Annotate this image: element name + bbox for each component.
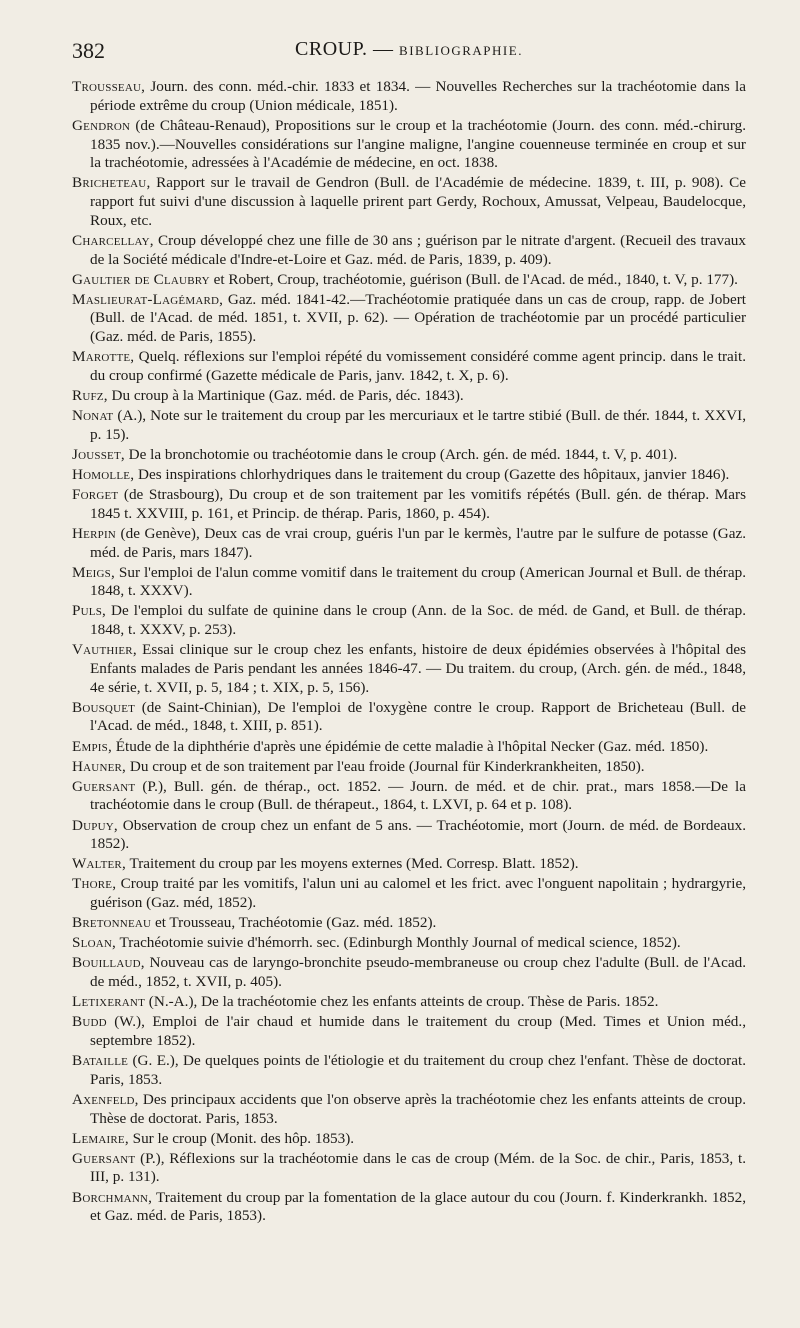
entry-text: Croup traité par les vomitifs, l'alun uni au calomel et les frict. avec l'onguent napolitain ; hydrargyrie, guérison (Gaz. méd, 1852).: [90, 875, 746, 912]
bibliography-entry: [72, 778, 746, 815]
entry-author: Nonat: [72, 407, 114, 425]
bibliography-entry: [72, 855, 746, 874]
bibliography-entry: [72, 525, 746, 562]
entry-text: Des inspirations chlorhydriques dans le traitement du croup (Gazette des hôpitaux, janvier 1846).: [134, 465, 730, 483]
entry-text: Journ. des conn. méd.-chir. 1833 et 1834. — Nouvelles Recherches sur la trachéotomie dans la période extrême du croup (Union médicale, 1851).: [90, 78, 746, 114]
entry-author: Bouillaud,: [72, 954, 145, 972]
bibliography-entry: [72, 602, 746, 639]
entry-text: Essai clinique sur le croup chez les enfants, histoire de deux épidémies observées à l'hôpital des Enfants malades de Paris pendant les années 1846-47. — Du traitem. du croup, (Arch. gén. de méd., 1848, 4e série, t. XVII, p. 5, 184 ; t. XIX, p. 5, 156).: [90, 641, 746, 696]
entry-author: Gendron: [72, 116, 131, 134]
bibliography-entry: [72, 641, 746, 697]
bibliography-entry: [72, 271, 746, 290]
entry-author: Meigs,: [72, 563, 115, 581]
bibliography-entry: [72, 738, 746, 757]
bibliography-entry: [72, 1130, 746, 1149]
entry-author: Walter,: [72, 855, 126, 873]
entry-author: Borchmann,: [72, 1188, 153, 1206]
entry-author: Marotte,: [72, 348, 135, 366]
bibliography-entry: [72, 564, 746, 601]
entry-text: (G. E.), De quelques points de l'étiologie et du traitement du croup chez l'enfant. Thèse de doctorat. Paris, 1853.: [90, 1052, 746, 1088]
bibliography-entry: [72, 466, 746, 485]
entry-text: De l'emploi du sulfate de quinine dans le croup (Ann. de la Soc. de méd. de Gand, et Bull. de thérap. 1848, t. XXXV, p. 253).: [90, 602, 746, 639]
entry-author: Guersant: [72, 1149, 136, 1167]
bibliography-entry: [72, 758, 746, 777]
entry-text: (A.), Note sur le traitement du croup par les mercuriaux et le tartre stibié (Bull. de thér. 1844, t. XXVI, p. 15).: [90, 407, 746, 443]
entry-author: Empis,: [72, 737, 112, 755]
bibliography-entry: [72, 699, 746, 736]
bibliography-entry: [72, 446, 746, 465]
bibliography-entry: [72, 875, 746, 912]
entry-text: Du croup à la Martinique (Gaz. méd. de Paris, déc. 1843).: [107, 386, 464, 404]
entry-author: Trousseau,: [72, 78, 146, 95]
entry-text: (P.), Réflexions sur la trachéotomie dans le cas de croup (Mém. de la Soc. de chir., Paris, 1853, t. III, p. 131).: [90, 1149, 746, 1186]
entry-author: Hauner,: [72, 757, 127, 775]
entry-text: Sur l'emploi de l'alun comme vomitif dans le traitement du croup (American Journal et Bull. de thérap. 1848, t. XXXV).: [90, 563, 746, 600]
entry-text: Traitement du croup par la fomentation de la glace autour du cou (Journ. f. Kinderkrankh. 1852, et Gaz. méd. de Paris, 1853).: [90, 1188, 746, 1225]
entry-text: Gaz. méd. 1841-42.—Trachéotomie pratiquée dans un cas de croup, rapp. de Jobert (Bull. de l'Acad. de méd. 1851, t. XVII, p. 62). — Opération de trachéotomie par un procédé particulier (Gaz. méd. de Paris, 1855).: [90, 290, 746, 346]
section-title: CROUP.: [295, 38, 368, 60]
entry-author: Vauthier,: [72, 641, 137, 659]
entry-author: Bousquet: [72, 698, 136, 716]
entry-author: Lemaire,: [72, 1129, 129, 1147]
entry-text: Du croup et de son traitement par l'eau froide (Journal für Kinderkrankheiten, 1850).: [126, 757, 645, 775]
bibliography-entry: [72, 1013, 746, 1050]
bibliography-entry: [72, 232, 746, 269]
entry-text: Sur le croup (Monit. des hôp. 1853).: [128, 1129, 355, 1147]
bibliography-list: [72, 78, 746, 1226]
bibliography-entry: [72, 934, 746, 953]
entry-text: (P.), Bull. gén. de thérap., oct. 1852. — Journ. de méd. et de chir. prat., mars 1858.—De la trachéotomie dans le croup (Bull. de thérapeut., 1864, t. LXVI, p. 64 et p. 108).: [90, 777, 746, 814]
bibliography-entry: [72, 1052, 746, 1089]
entry-text: (de Strasbourg), Du croup et de son traitement par les vomitifs répétés (Bull. gén. de thérap. Mars 1845 t. XXVIII, p. 161, et Princip. de thérap. Paris, 1860, p. 454).: [90, 486, 746, 522]
entry-text: Étude de la diphthérie d'après une épidémie de cette maladie à l'hôpital Necker (Gaz. méd. 1850).: [111, 737, 709, 755]
entry-author: Jousset,: [72, 445, 125, 463]
running-header: [72, 38, 746, 72]
running-title: [295, 38, 523, 61]
bibliography-entry: [72, 1189, 746, 1226]
entry-author: Herpin: [72, 524, 116, 542]
page-number: 382: [72, 38, 105, 63]
section-subtitle: BIBLIOGRAPHIE.: [399, 43, 523, 58]
entry-text: (de Saint-Chinian), De l'emploi de l'oxygène contre le croup. Rapport de Bricheteau (Bull. de l'Acad. de méd., 1848, t. XIII, p. 851).: [90, 698, 746, 735]
entry-text: Observation de croup chez un enfant de 5 ans. — Trachéotomie, mort (Journ. de méd. de Bordeaux. 1852).: [90, 816, 746, 853]
bibliography-entry: [72, 817, 746, 854]
bibliography-entry: [72, 1150, 746, 1187]
entry-text: et Robert, Croup, trachéotomie, guérison (Bull. de l'Acad. de méd., 1840, t. V, p. 177).: [209, 270, 738, 288]
bibliography-entry: [72, 117, 746, 173]
title-separator: —: [367, 38, 400, 60]
entry-text: et Trousseau, Trachéotomie (Gaz. méd. 1852).: [151, 914, 437, 932]
entry-text: Des principaux accidents que l'on observe après la trachéotomie chez les enfants atteints de croup. Thèse de doctorat. Paris, 1853.: [90, 1090, 746, 1127]
entry-author: Bricheteau,: [72, 174, 151, 192]
entry-author: Dupuy,: [72, 816, 118, 834]
bibliography-entry: [72, 954, 746, 991]
bibliography-entry: [72, 407, 746, 444]
entry-author: Puls,: [72, 602, 107, 620]
entry-text: Rapport sur le travail de Gendron (Bull. de l'Académie de médecine. 1839, t. III, p. 908). Ce rapport fut suivi d'une discussion à laquelle prirent part Gerdy, Rochoux, Amussat, Velpeau, Baudelocque, Roux, etc.: [90, 174, 746, 229]
entry-author: Guersant: [72, 777, 136, 795]
bibliography-entry: [72, 78, 746, 115]
bibliography-entry: [72, 291, 746, 347]
entry-author: Axenfeld,: [72, 1090, 139, 1108]
entry-text: Nouveau cas de laryngo-bronchite pseudo-membraneuse ou croup chez l'adulte (Bull. de l'Acad. de méd., 1852, t. XVII, p. 405).: [90, 954, 746, 991]
entry-text: (de Château-Renaud), Propositions sur le croup et la trachéotomie (Journ. des conn. méd.-chirurg. 1835 nov.).—Nouvelles considérations sur l'angine maligne, l'angine couenneuse terminée en croup et sur la trachéotomie, adressées à l'Académie de médecine, en oct. 1838.: [90, 116, 746, 172]
entry-author: Budd: [72, 1013, 107, 1031]
entry-text: Trachéotomie suivie d'hémorrh. sec. (Edinburgh Monthly Journal of medical science, 1852).: [116, 934, 681, 952]
bibliography-entry: [72, 914, 746, 933]
entry-author: Homolle,: [72, 465, 135, 483]
entry-text: Croup développé chez une fille de 30 ans ; guérison par le nitrate d'argent. (Recueil des travaux de la Société médicale d'Indre-et-Loire et Gaz. méd. de Paris, 1839, p. 409).: [90, 231, 746, 268]
entry-author: Maslieurat-Lagémard,: [72, 290, 224, 308]
bibliography-entry: [72, 174, 746, 230]
bibliography-entry: [72, 486, 746, 523]
entry-author: Charcellay,: [72, 231, 154, 249]
entry-author: Gaultier de Claubry: [72, 270, 210, 288]
entry-author: Letixerant: [72, 993, 145, 1011]
entry-text: Traitement du croup par les moyens externes (Med. Corresp. Blatt. 1852).: [125, 855, 579, 873]
entry-author: Sloan,: [72, 934, 116, 952]
entry-author: Bataille: [72, 1052, 129, 1070]
entry-text: De la bronchotomie ou trachéotomie dans le croup (Arch. gén. de méd. 1844, t. V, p. 401).: [124, 445, 678, 463]
entry-author: Thore,: [72, 875, 117, 893]
bibliography-entry: [72, 1091, 746, 1128]
entry-text: (N.-A.), De la trachéotomie chez les enfants atteints de croup. Thèse de Paris. 1852.: [145, 993, 659, 1011]
entry-author: Bretonneau: [72, 914, 152, 932]
bibliography-entry: [72, 348, 746, 385]
bibliography-entry: [72, 993, 746, 1012]
entry-author: Forget: [72, 486, 119, 504]
bibliography-entry: [72, 387, 746, 406]
entry-text: Quelq. réflexions sur l'emploi répété du vomissement considéré comme agent princip. dans le trait. du croup confirmé (Gazette médicale de Paris, janv. 1842, t. X, p. 6).: [90, 348, 746, 384]
entry-author: Rufz,: [72, 386, 108, 404]
entry-text: (W.), Emploi de l'air chaud et humide dans le traitement du croup (Med. Times et Union méd., septembre 1852).: [90, 1013, 746, 1049]
entry-text: (de Genève), Deux cas de vrai croup, guéris l'un par le kermès, l'autre par le sulfure de potasse (Gaz. méd. de Paris, mars 1847).: [90, 524, 746, 561]
